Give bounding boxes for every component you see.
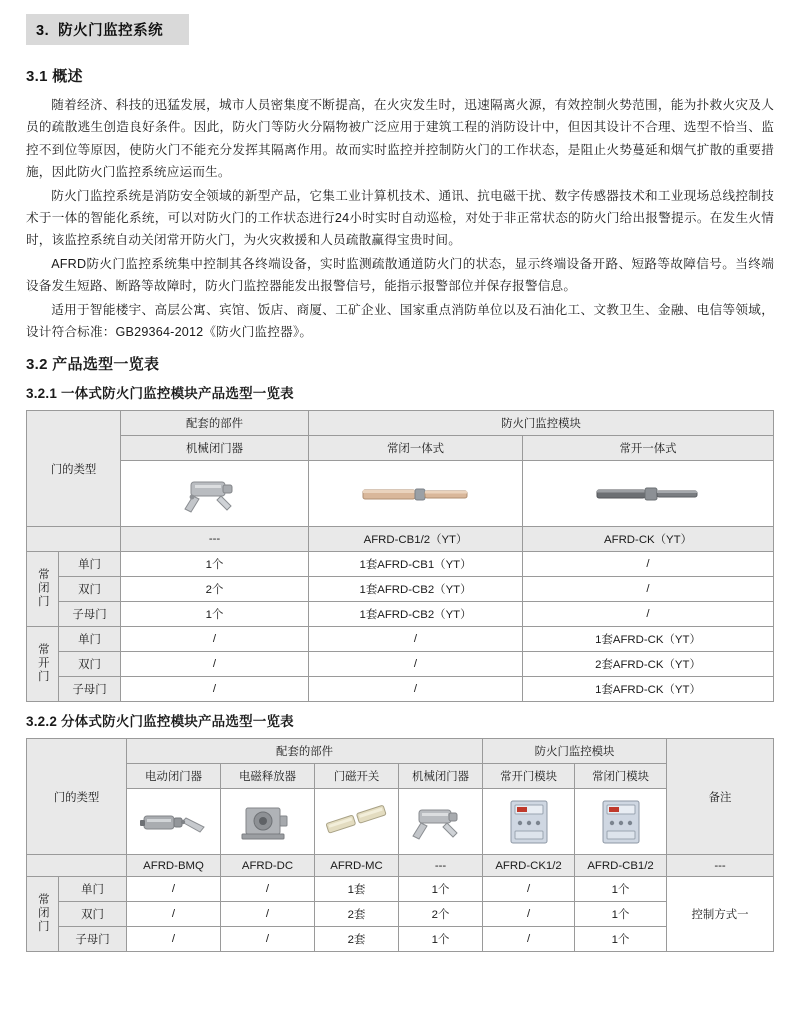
model-code-spacer [27,527,121,552]
cell-value: / [483,902,575,927]
table-row-col-headers [27,764,774,789]
col-header-normally-closed-module: 常闭门模块 [575,764,667,789]
cell-value: / [221,877,315,902]
col-header-electric-closer: 电动闭门器 [127,764,221,789]
model-code-open: AFRD-CK（YT） [523,527,774,552]
cell-value: 1套 [315,877,399,902]
cell-value: 1套AFRD-CB1（YT） [309,552,523,577]
model-code-spacer [27,855,127,877]
section-title: 防火门监控系统 [58,23,164,39]
table-row-model-codes [27,527,774,552]
cell-value: / [121,627,309,652]
table-row-group-header [27,411,774,436]
page-bottom-spacer [26,952,774,962]
model-code-remark: --- [667,855,774,877]
cell-value: / [127,902,221,927]
table1-heading: 3.2.1 一体式防火门监控模块产品选型一览表 [26,386,294,402]
table-row [27,577,774,602]
normally-open-module-illustration [483,789,575,855]
section-banner [26,14,189,45]
cell-value: 1个 [399,877,483,902]
group-label-normally-open [27,627,59,702]
cell-value: / [483,877,575,902]
col-header-normally-open-module: 常开门模块 [483,764,575,789]
electromagnetic-release-illustration [221,789,315,855]
model-code-mechanical-closer: --- [399,855,483,877]
model-code-mechanical: --- [121,527,309,552]
selection-heading: 3.2 产品选型一览表 [26,356,160,374]
col-header-electromagnetic-release: 电磁释放器 [221,764,315,789]
overview-paragraph-2: 防火门监控系统是消防安全领域的新型产品，它集工业计算机技术、通讯、抗电磁干扰、数字传感器技术和工业现场总线控制技术于一体的智能化系统，可以对防火门的工作状态进行24小时实时自动巡检，对处于非正常状态的防火门给出报警提示。在发生火情时，该监控系统自动关闭常开防火门，为火灾救援和人员疏散赢得宝贵时间。 [26,188,774,248]
group-label-normally-closed [27,552,59,627]
cell-value: 1个 [399,927,483,952]
door-type-header: 门的类型 [27,739,127,855]
remark-value: 控制方式一 [667,877,774,952]
door-magnetic-switch-illustration [315,789,399,855]
col-header-door-magnetic-switch: 门磁开关 [315,764,399,789]
cell-value: 2套 [315,927,399,952]
row-label-mother-child-door: 子母门 [59,927,127,952]
group-label-text: 常闭门 [36,567,49,609]
cell-value: 2个 [399,902,483,927]
cell-value: 1个 [121,602,309,627]
col-header-mechanical-closer: 机械闭门器 [121,436,309,461]
group-label-text: 常开门 [36,642,49,684]
cell-value: / [127,877,221,902]
row-label-mother-child-door: 子母门 [59,677,121,702]
closed-integrated-module-illustration [309,461,523,527]
table2-heading: 3.2.2 分体式防火门监控模块产品选型一览表 [26,714,294,730]
cell-value: 2套AFRD-CK（YT） [523,652,774,677]
table-row-group-header [27,739,774,764]
parts-group-header: 配套的部件 [121,411,309,436]
door-closer-illustration [121,461,309,527]
table-row [27,902,774,927]
cell-value: / [221,902,315,927]
model-code-electromagnetic-release: AFRD-DC [221,855,315,877]
cell-value: 1套AFRD-CB2（YT） [309,577,523,602]
table-row-col-headers [27,436,774,461]
table-row-model-codes [27,855,774,877]
table-row [27,677,774,702]
open-integrated-module-illustration [523,461,774,527]
table-row-illustrations [27,461,774,527]
normally-closed-module-illustration [575,789,667,855]
row-label-double-door: 双门 [59,902,127,927]
cell-value: / [523,552,774,577]
cell-value: 1个 [575,902,667,927]
cell-value: 1套AFRD-CK（YT） [523,627,774,652]
cell-value: 1个 [121,552,309,577]
module-group-header: 防火门监控模块 [309,411,774,436]
cell-value: / [121,677,309,702]
electric-door-closer-illustration [127,789,221,855]
cell-value: / [127,927,221,952]
row-label-single-door: 单门 [59,552,121,577]
overview-heading: 3.1 概述 [26,68,83,85]
cell-value: / [121,652,309,677]
overview-paragraph-4: 适用于智能楼宇、高层公寓、宾馆、饭店、商厦、工矿企业、国家重点消防单位以及石油化工、文教卫生、金融、电信等领域，设计符合标准：GB29364-2012《防火门监控器》。 [26,302,774,340]
row-label-double-door: 双门 [59,652,121,677]
cell-value: / [309,627,523,652]
col-header-mechanical-closer: 机械闭门器 [399,764,483,789]
section-number: 3. [36,23,50,39]
model-code-normally-closed-module: AFRD-CB1/2 [575,855,667,877]
cell-value: / [309,677,523,702]
module-group-header: 防火门监控模块 [483,739,667,764]
col-header-closed-integrated: 常闭一体式 [309,436,523,461]
model-code-electric-closer: AFRD-BMQ [127,855,221,877]
table-row-illustrations [27,789,774,855]
cell-value: / [221,927,315,952]
row-label-single-door: 单门 [59,627,121,652]
cell-value: / [523,602,774,627]
table-row [27,927,774,952]
overview-paragraph-3: AFRD防火门监控系统集中控制其各终端设备，实时监测疏散通道防火门的状态，显示终端设备开路、短路等故障信号。当终端设备发生短路、断路等故障时，防火门监控器能发出报警信号，能指示报警部位并保存报警信息。 [26,256,774,294]
remark-header: 备注 [667,739,774,855]
cell-value: 1个 [575,877,667,902]
cell-value: 1套AFRD-CK（YT） [523,677,774,702]
split-module-selection-table [26,738,774,952]
table-row [27,627,774,652]
row-label-double-door: 双门 [59,577,121,602]
table-row [27,602,774,627]
cell-value: 2个 [121,577,309,602]
parts-group-header: 配套的部件 [127,739,483,764]
model-code-normally-open-module: AFRD-CK1/2 [483,855,575,877]
row-label-single-door: 单门 [59,877,127,902]
integrated-module-selection-table [26,410,774,702]
row-label-mother-child-door: 子母门 [59,602,121,627]
col-header-open-integrated: 常开一体式 [523,436,774,461]
model-code-closed: AFRD-CB1/2（YT） [309,527,523,552]
cell-value: 2套 [315,902,399,927]
table-row [27,552,774,577]
group-label-text: 常闭门 [36,892,49,934]
cell-value: / [523,577,774,602]
table-row [27,652,774,677]
cell-value: / [309,652,523,677]
mechanical-door-closer-illustration [399,789,483,855]
cell-value: 1个 [575,927,667,952]
table-row [27,877,774,902]
cell-value: / [483,927,575,952]
model-code-door-magnetic-switch: AFRD-MC [315,855,399,877]
overview-paragraph-1: 随着经济、科技的迅猛发展，城市人员密集度不断提高，在火灾发生时，迅速隔离火源，有效控制火势范围，能为扑救火灾及人员的疏散逃生创造良好条件。因此，防火门等防火分隔物被广泛应用于建筑工程的消防设计中，但因其设计不合理、选型不恰当、监控不到位等原因，使防火门不能充分发挥其隔离作用。故而实时监控并控制防火门的工作状态，是阻止火势蔓延和烟气扩散的重要措施，因此防火门监控系统应运而生。 [26,98,774,180]
cell-value: 1套AFRD-CB2（YT） [309,602,523,627]
group-label-normally-closed [27,877,59,952]
door-type-header: 门的类型 [27,411,121,527]
